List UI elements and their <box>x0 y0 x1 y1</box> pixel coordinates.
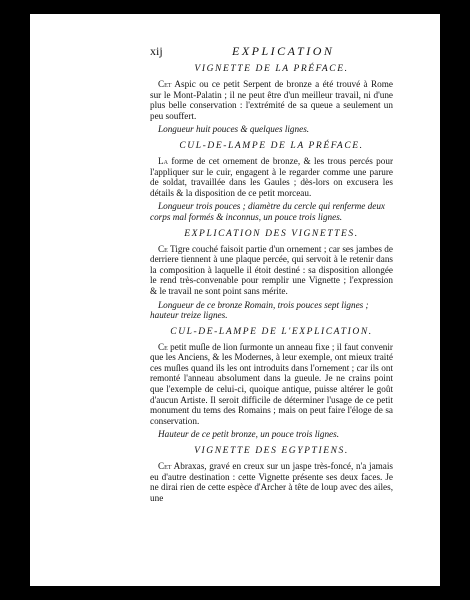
section-title: CUL-DE-LAMPE DE LA PRÉFACE. <box>179 140 364 151</box>
dimensions-note: Longueur de ce bronze Romain, trois pouces sept lignes ; hauteur treize lignes. <box>150 299 369 321</box>
lead-word: Cet <box>158 461 172 472</box>
section-paragraph <box>150 79 393 121</box>
section-title: CUL-DE-LAMPE DE L'EXPLICATION. <box>170 326 373 337</box>
dimensions-note: Hauteur de ce petit bronze, un pouce trois lignes. <box>158 429 339 440</box>
running-title: EXPLICATION <box>232 44 335 58</box>
section-title: VIGNETTE DE LA PRÉFACE. <box>194 64 349 74</box>
section-paragraph <box>150 461 393 503</box>
paragraph-text: petit muſle de lion ſurmonte un anneau fixe ; il faut convenir que les Anciens, & les Modernes, à leur exemple, ont mieux traité ces muſles quand ils les ont introduits dans l'ornement ; car ils ont remonté l'anneau absolument dans la gueule. Je ne crains point que l'exemple de celui-ci, quoique antique, puisse altérer le goût d'aucun Artiste. Il seroit difficile de déterminer l'usage de ce petit monument du tems des Romains ; mais on peut faire l'éloge de sa conservation. <box>150 341 393 426</box>
paragraph-text: Aspic ou ce petit Serpent de bronze a été trouvé à Rome sur le Mont-Palatin ; il ne peut être d'un meilleur travail, ni d'une plus belle conservation : l'extrémité de sa queue a seulement un peu souffert. <box>150 79 393 121</box>
lead-word: Cet <box>158 79 172 89</box>
lead-word: La <box>158 155 168 166</box>
section-paragraph <box>150 156 393 198</box>
paragraph-text: Tigre couché faisoit partie d'un ornement ; car ses jambes de derriere tiennent à une plaque percée, qui servoit à le retenir dans la composition à laquelle il étoit destiné : sa disposition allongée le rend très-convenable pour remplir une Vignette ; l'expression & le travail ne sont point sans mérite. <box>150 243 393 296</box>
section-title: EXPLICATION DES VIGNETTES. <box>184 228 359 239</box>
document-page <box>30 14 440 586</box>
dimensions-note: Longueur trois pouces ; diamètre du cercle qui renferme deux corps mal formés & inconnus, un pouce trois lignes. <box>150 201 385 222</box>
paragraph-text: forme de cet ornement de bronze, & les trous percés pour l'appliquer sur le cuir, engagent à le regarder comme une parure de soldat, travaillée dans les Gaules ; dès-lors on excusera les détails & la disposition de ce petit morceau. <box>150 155 394 198</box>
section-paragraph <box>150 244 393 297</box>
dimensions-note: Longueur huit pouces & quelques lignes. <box>158 124 310 135</box>
page-content <box>150 44 393 506</box>
lead-word: Ce <box>158 341 168 352</box>
section-title: VIGNETTE DES EGYPTIENS. <box>194 446 349 457</box>
page-number: xij <box>150 44 163 58</box>
paragraph-text: Abraxas, gravé en creux sur un jaspe très-foncé, n'a jamais eu d'autre destination : cette Vignette présente ses deux faces. Je ne dirai rien de cette espèce d'Archer à tête de loup avec des ailes, une <box>150 461 394 503</box>
page-header <box>150 44 393 60</box>
lead-word: Ce <box>158 243 168 254</box>
section-paragraph <box>150 342 393 427</box>
